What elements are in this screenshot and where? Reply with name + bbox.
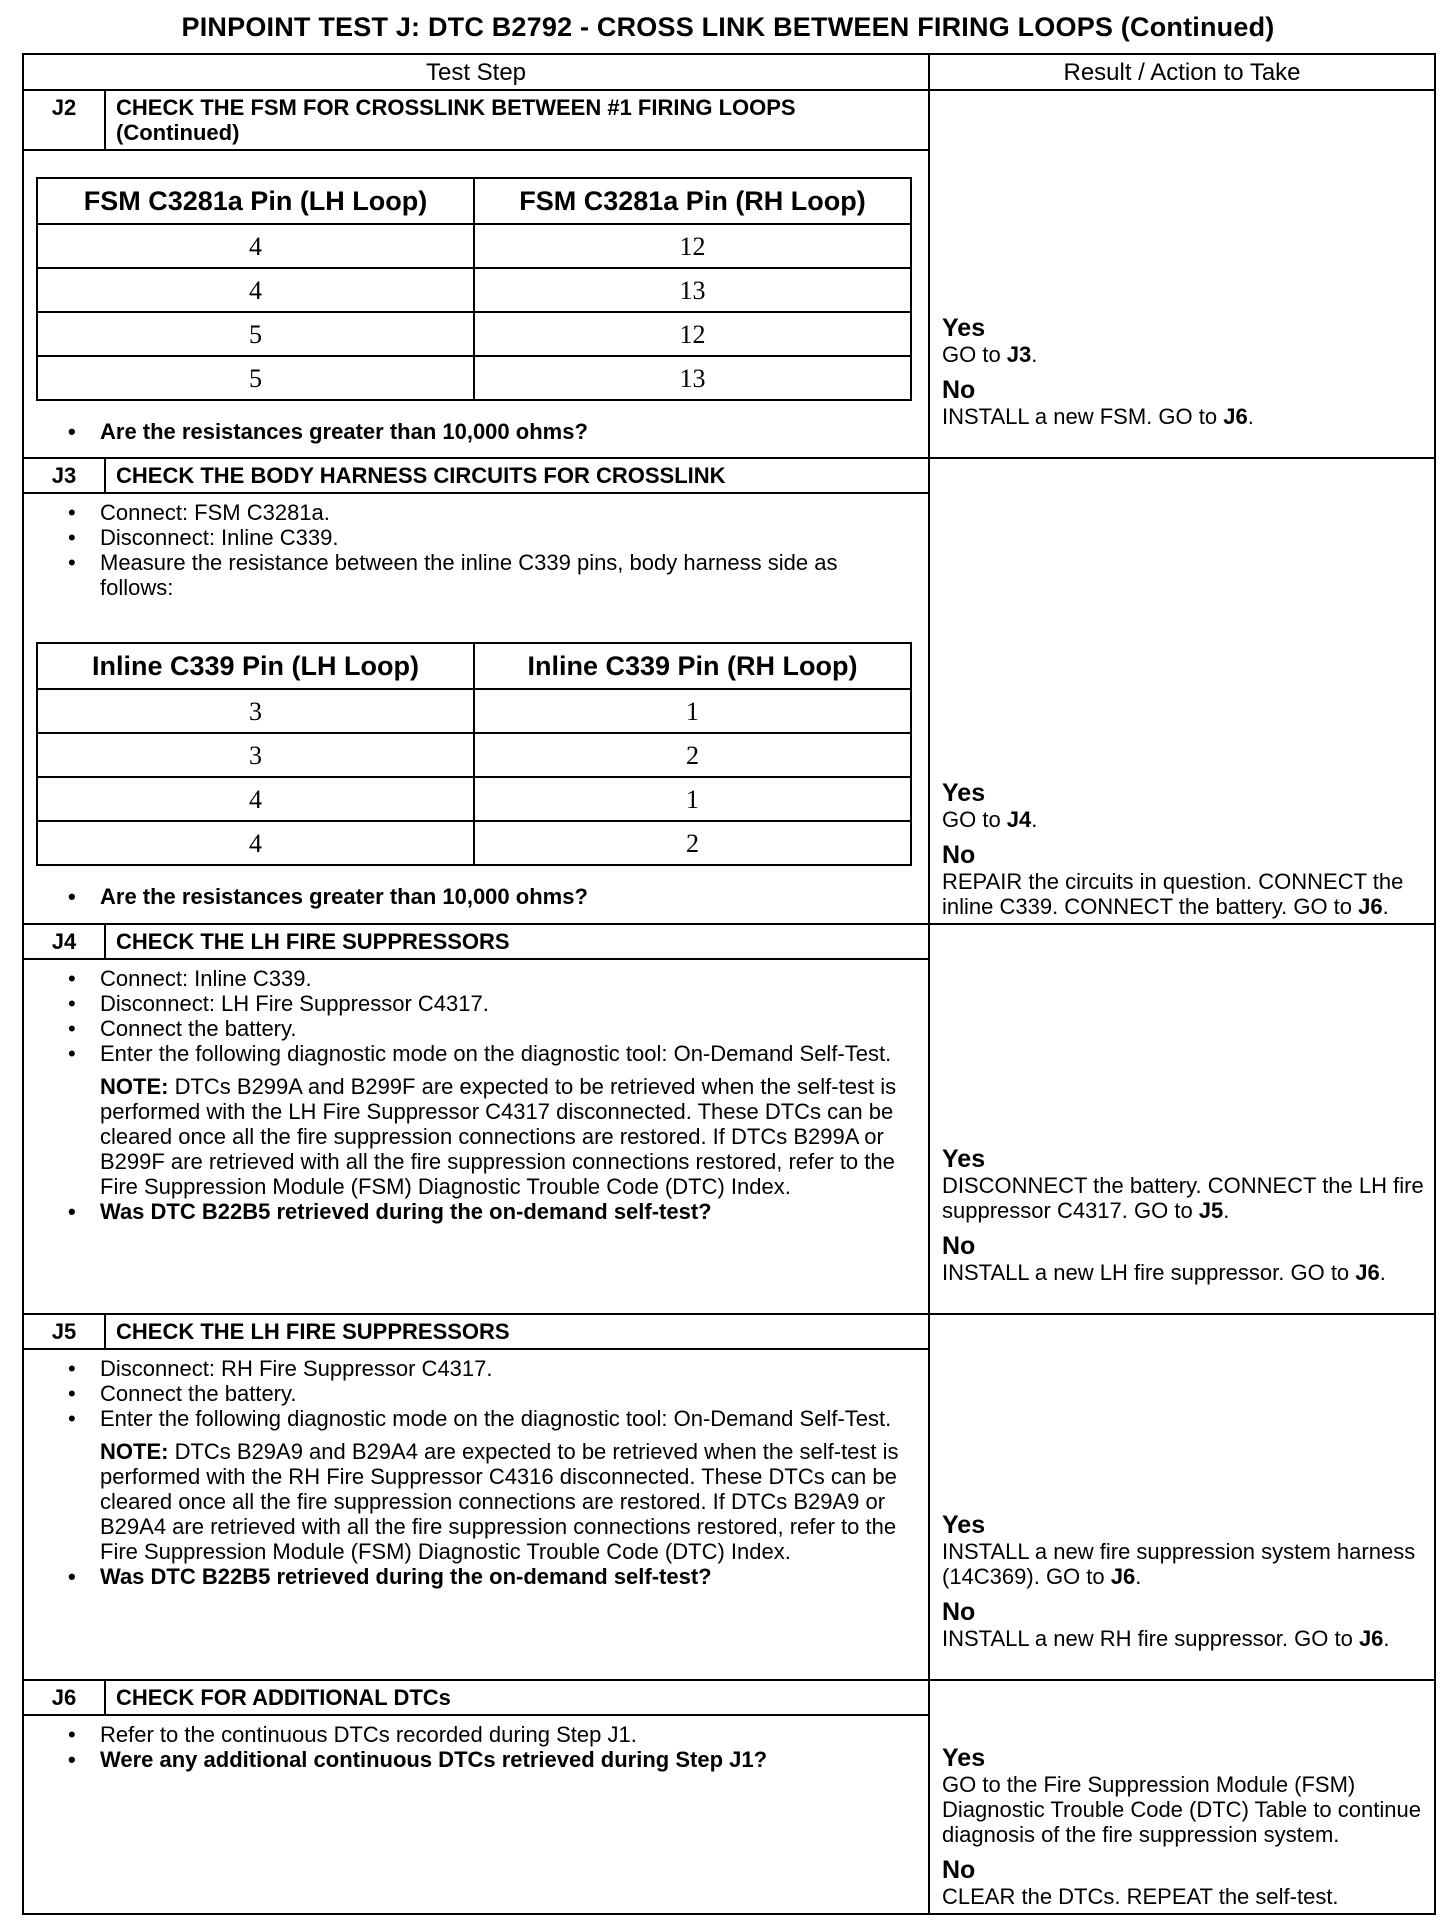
question: • Was DTC B22B5 retrieved during the on-demand self-test?: [68, 1564, 914, 1589]
step-id: J4: [24, 925, 106, 958]
no-label: No: [942, 841, 976, 869]
step-title: CHECK THE FSM FOR CROSSLINK BETWEEN #1 FIRING LOOPS (Continued): [116, 95, 796, 145]
no-action: CLEAR the DTCs. REPEAT the self-test.: [942, 1884, 1339, 1909]
step-header-j4: [24, 925, 928, 960]
note-text: NOTE: DTCs B29A9 and B29A4 are expected to be retrieved when the self-test is performed with the RH Fire Suppressor C4316 disconnected. These DTCs can be cleared once all the fire suppression connections are restored. If DTCs B29A9 or B29A4 are retrieved with all the fire suppression connections restored, refer to the Fire Suppression Module (FSM) Diagnostic Trouble Code (DTC) Index.: [100, 1439, 899, 1564]
table-row: [37, 777, 911, 821]
result-cell-j4: [929, 924, 1435, 1314]
step-cell-j5: [23, 1314, 929, 1680]
lh-pin: 3: [37, 733, 474, 777]
step-cell-j2: [23, 90, 929, 458]
header-row: [23, 54, 1435, 90]
list-item: • Enter the following diagnostic mode on the diagnostic tool: On-Demand Self-Test.: [68, 1041, 914, 1066]
step-title: CHECK THE LH FIRE SUPPRESSORS: [116, 929, 510, 954]
result-header: Result / Action to Take: [929, 54, 1435, 90]
list-item: • Connect the battery.: [68, 1016, 914, 1041]
lh-loop-header: FSM C3281a Pin (LH Loop): [37, 178, 474, 224]
table-row: [37, 268, 911, 312]
step-id: J2: [24, 91, 106, 149]
step-row-j4: [23, 924, 1435, 1314]
bullet-list: [38, 1356, 914, 1431]
rh-pin: 13: [474, 268, 911, 312]
step-body-j5: [24, 1350, 928, 1595]
bullet-list: [38, 500, 914, 600]
no-label: No: [942, 1598, 976, 1626]
question: • Were any additional continuous DTCs retrieved during Step J1?: [68, 1747, 914, 1772]
pin-table-header: [37, 178, 911, 224]
bullet-list: [38, 1722, 914, 1772]
step-row-j2: [23, 90, 1435, 458]
pin-table-header: [37, 643, 911, 689]
rh-pin: 1: [474, 689, 911, 733]
step-body-j4: [24, 960, 928, 1230]
pin-table-j2: [36, 177, 912, 401]
list-item: • Measure the resistance between the inline C339 pins, body harness side as follows:: [68, 550, 914, 600]
no-action: INSTALL a new RH fire suppressor. GO to J6.: [942, 1626, 1390, 1651]
rh-pin: 2: [474, 821, 911, 865]
step-row-j5: [23, 1314, 1435, 1680]
step-row-j6: [23, 1680, 1435, 1914]
note-text: NOTE: DTCs B299A and B299F are expected to be retrieved when the self-test is performed with the LH Fire Suppressor C4317 disconnected. These DTCs can be cleared once all the fire suppression connections are restored. If DTCs B299A or B299F are retrieved with all the fire suppression connections restored, refer to the Fire Suppression Module (FSM) Diagnostic Trouble Code (DTC) Index.: [100, 1074, 897, 1199]
lh-pin: 5: [37, 356, 474, 400]
list-item: • Connect: Inline C339.: [68, 966, 914, 991]
list-item: • Disconnect: Inline C339.: [68, 525, 914, 550]
lh-pin: 5: [37, 312, 474, 356]
rh-pin: 2: [474, 733, 911, 777]
yes-label: Yes: [942, 1145, 986, 1173]
lh-pin: 4: [37, 224, 474, 268]
pinpoint-test-table: [22, 53, 1436, 1915]
step-title: CHECK THE LH FIRE SUPPRESSORS: [116, 1319, 510, 1344]
no-label: No: [942, 1232, 976, 1260]
result-cell-j5: [929, 1314, 1435, 1680]
question: • Are the resistances greater than 10,000 ohms?: [68, 419, 914, 444]
no-label: No: [942, 1856, 976, 1884]
step-body-j2: [24, 151, 928, 450]
rh-pin: 13: [474, 356, 911, 400]
step-cell-j3: [23, 458, 929, 924]
step-header-j5: [24, 1315, 928, 1350]
table-row: [37, 689, 911, 733]
page-title: PINPOINT TEST J: DTC B2792 - CROSS LINK BETWEEN FIRING LOOPS (Continued): [181, 12, 1275, 42]
lh-pin: 3: [37, 689, 474, 733]
step-body-j3: [24, 494, 928, 915]
table-row: [37, 224, 911, 268]
list-item: • Disconnect: RH Fire Suppressor C4317.: [68, 1356, 914, 1381]
yes-label: Yes: [942, 1744, 986, 1772]
yes-action: GO to the Fire Suppression Module (FSM) Diagnostic Trouble Code (DTC) Table to continue diagnosis of the fire suppression system.: [942, 1772, 1421, 1847]
list-item: • Connect the battery.: [68, 1381, 914, 1406]
no-action: INSTALL a new LH fire suppressor. GO to J6.: [942, 1260, 1386, 1285]
step-header-j6: [24, 1681, 928, 1716]
yes-action: GO to J3.: [942, 342, 1038, 367]
list-item: • Disconnect: LH Fire Suppressor C4317.: [68, 991, 914, 1016]
yes-action: INSTALL a new fire suppression system harness (14C369). GO to J6.: [942, 1539, 1416, 1589]
step-body-j6: [24, 1716, 928, 1778]
result-cell-j6: [929, 1680, 1435, 1914]
yes-label: Yes: [942, 314, 986, 342]
question: • Was DTC B22B5 retrieved during the on-demand self-test?: [68, 1199, 914, 1224]
rh-loop-header: Inline C339 Pin (RH Loop): [474, 643, 911, 689]
test-step-header: Test Step: [23, 54, 929, 90]
rh-pin: 1: [474, 777, 911, 821]
lh-pin: 4: [37, 268, 474, 312]
bullet-list: [38, 966, 914, 1066]
table-row: [37, 733, 911, 777]
result-cell-j3: [929, 458, 1435, 924]
step-row-j3: [23, 458, 1435, 924]
result-cell-j2: [929, 90, 1435, 458]
table-row: [37, 312, 911, 356]
bullet-list: [38, 884, 914, 909]
yes-label: Yes: [942, 1511, 986, 1539]
no-action: INSTALL a new FSM. GO to J6.: [942, 404, 1254, 429]
yes-action: GO to J4.: [942, 807, 1038, 832]
step-title: CHECK THE BODY HARNESS CIRCUITS FOR CROSSLINK: [116, 463, 726, 488]
list-item: • Connect: FSM C3281a.: [68, 500, 914, 525]
lh-pin: 4: [37, 821, 474, 865]
step-id: J6: [24, 1681, 106, 1714]
bullet-list: [38, 1199, 914, 1224]
step-id: J5: [24, 1315, 106, 1348]
no-label: No: [942, 376, 976, 404]
list-item: • Refer to the continuous DTCs recorded during Step J1.: [68, 1722, 914, 1747]
step-header-j2: [24, 91, 928, 151]
bullet-list: [38, 1564, 914, 1589]
rh-loop-header: FSM C3281a Pin (RH Loop): [474, 178, 911, 224]
table-row: [37, 356, 911, 400]
step-title: CHECK FOR ADDITIONAL DTCs: [116, 1685, 451, 1710]
list-item: • Enter the following diagnostic mode on the diagnostic tool: On-Demand Self-Test.: [68, 1406, 914, 1431]
table-row: [37, 821, 911, 865]
rh-pin: 12: [474, 224, 911, 268]
yes-label: Yes: [942, 779, 986, 807]
step-cell-j4: [23, 924, 929, 1314]
lh-loop-header: Inline C339 Pin (LH Loop): [37, 643, 474, 689]
question: • Are the resistances greater than 10,000 ohms?: [68, 884, 914, 909]
bullet-list: [38, 419, 914, 444]
pin-table-j3: [36, 642, 912, 866]
yes-action: DISCONNECT the battery. CONNECT the LH fire suppressor C4317. GO to J5.: [942, 1173, 1424, 1223]
lh-pin: 4: [37, 777, 474, 821]
no-action: REPAIR the circuits in question. CONNECT the inline C339. CONNECT the battery. GO to J6.: [942, 869, 1404, 919]
rh-pin: 12: [474, 312, 911, 356]
step-cell-j6: [23, 1680, 929, 1914]
step-id: J3: [24, 459, 106, 492]
step-header-j3: [24, 459, 928, 494]
